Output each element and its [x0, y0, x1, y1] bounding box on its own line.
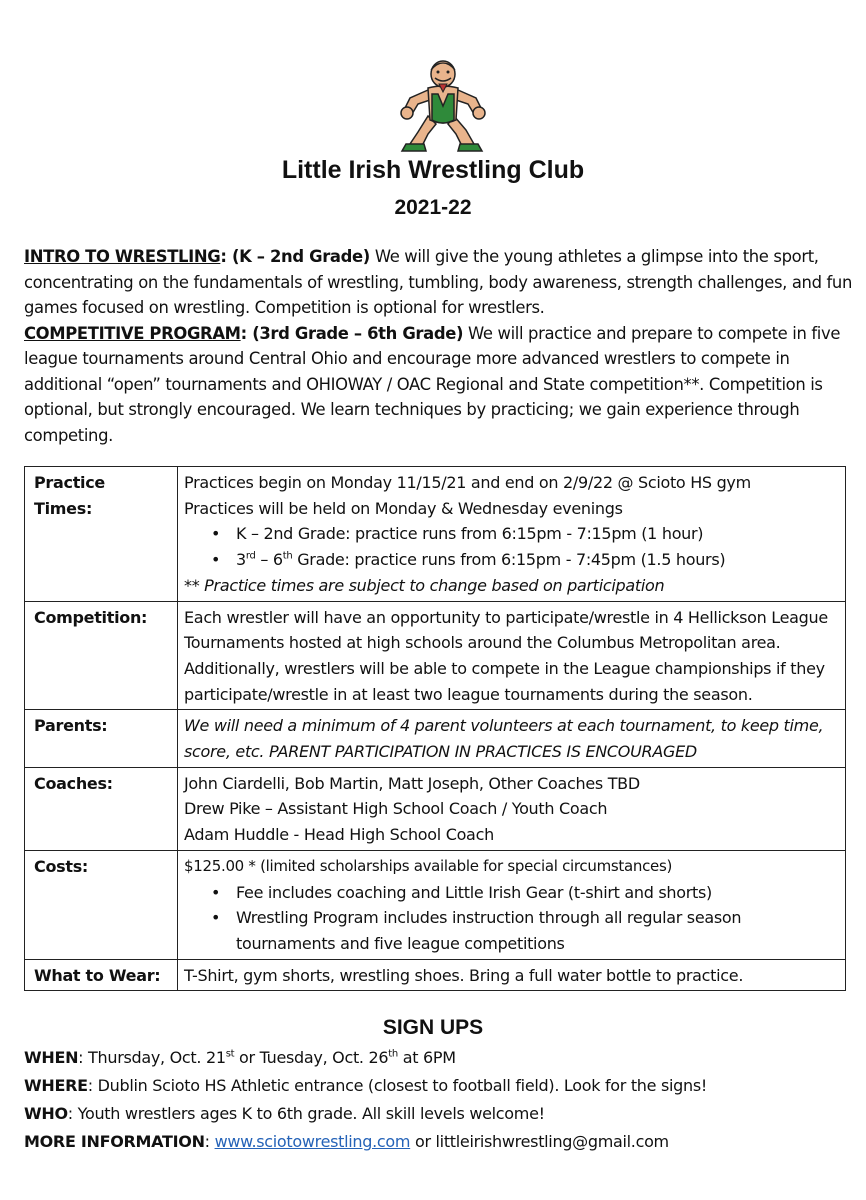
bullet-text: – 6	[255, 550, 283, 570]
parents-label: Parents:	[25, 710, 178, 767]
who-label: WHO	[24, 1104, 68, 1123]
coaches-line3: Adam Huddle - Head High School Coach	[184, 825, 494, 845]
practice-bullet-3-6	[236, 547, 839, 573]
competitive-separator: :	[240, 323, 253, 343]
where-label: WHERE	[24, 1076, 88, 1095]
table-row-costs	[25, 850, 846, 959]
practice-line1: Practices begin on Monday 11/15/21 and end on 2/9/22 @ Scioto HS gym	[184, 473, 751, 492]
practice-list	[184, 521, 839, 572]
bullet-text: 3	[236, 550, 246, 570]
competitive-grade: (3rd Grade – 6th Grade)	[252, 323, 464, 343]
competition-label: Competition:	[25, 601, 178, 710]
signup-where	[24, 1072, 854, 1100]
program-info-table	[24, 466, 846, 991]
intro-text: We will give the young athletes a glimpse into the sport, concentrating on the fundamentals of wrestling, tumbling, body awareness, strength challenges, and fun games focused on wrestling. Competition is optional for wrestlers.	[24, 247, 853, 317]
email-text: or littleirishwrestling@gmail.com	[410, 1132, 669, 1151]
coaches-line2: Drew Pike – Assistant High School Coach / Youth Coach	[184, 799, 608, 819]
practice-cell	[178, 467, 846, 602]
parents-text: We will need a minimum of 4 parent volunteers at each tournament, to keep time, score, etc. PARENT PARTICIPATION IN PRACTICES IS ENCOURAGED	[178, 710, 846, 767]
competitive-paragraph	[24, 321, 854, 449]
superscript: st	[225, 1048, 235, 1060]
table-row-competition	[25, 601, 846, 710]
website-link[interactable]: www.sciotowrestling.com	[214, 1132, 411, 1151]
when-label: WHEN	[24, 1048, 79, 1067]
table-row-wear	[25, 959, 846, 991]
when-text: at 6PM	[397, 1048, 456, 1067]
intro-label: INTRO TO WRESTLING	[24, 247, 221, 266]
wear-label: What to Wear:	[25, 959, 178, 991]
competitive-label: COMPETITIVE PROGRAM	[24, 323, 241, 343]
coaches-line1: John Ciardelli, Bob Martin, Matt Joseph, Other Coaches TBD	[184, 773, 640, 793]
practice-note: ** Practice times are subject to change based on participation	[184, 575, 665, 595]
competitive-text: We will practice and prepare to compete in five league tournaments around Central Ohio and encourage more advanced wrestlers to compete in additional “open” tournaments and OHIOWAY / OAC Regional and State competition**. Competition is optional, but strongly encouraged. We learn techniques by practicing; we gain experience through competing.	[24, 323, 841, 445]
intro-section	[24, 244, 854, 448]
when-text: : Thursday, Oct. 21	[78, 1048, 226, 1067]
wrestler-mascot-logo	[388, 54, 498, 154]
practice-label: Practice Times:	[25, 467, 178, 602]
practice-line2: Practices will be held on Monday & Wednesday evenings	[184, 498, 623, 518]
season-subtitle: 2021-22	[394, 196, 472, 219]
wear-text: T-Shirt, gym shorts, wrestling shoes. Bring a full water bottle to practice.	[178, 959, 846, 991]
signups-section	[24, 1044, 854, 1156]
who-text: : Youth wrestlers ages K to 6th grade. All skill levels welcome!	[67, 1104, 545, 1123]
costs-bullet-program: • Wrestling Program includes instruction through all regular season tournaments and five league competitions	[236, 905, 839, 956]
more-info-label: MORE INFORMATION	[24, 1132, 205, 1151]
bullet-text: Grade: practice runs from 6:15pm - 7:45pm (1.5 hours)	[292, 550, 726, 570]
where-text: : Dublin Scioto HS Athletic entrance (closest to football field). Look for the signs!	[87, 1076, 708, 1095]
costs-cell	[178, 850, 846, 959]
coaches-cell	[178, 767, 846, 850]
signup-more-info	[24, 1128, 854, 1156]
costs-list	[184, 880, 839, 957]
coaches-label: Coaches:	[25, 767, 178, 850]
competition-text: Each wrestler will have an opportunity to participate/wrestle in 4 Hellickson League Tournaments hosted at high schools around the Columbus Metropolitan area. Additionally, wrestlers will be able to compete in the League championships if they participate/wrestle in at least two league tournaments during the season.	[178, 601, 846, 710]
signups-title: SIGN UPS	[382, 1016, 484, 1039]
page-title: Little Irish Wrestling Club	[281, 156, 585, 184]
table-row-coaches	[25, 767, 846, 850]
practice-bullet-k2: • K – 2nd Grade: practice runs from 6:15pm - 7:15pm (1 hour)	[236, 521, 839, 547]
costs-bullet-fee: • Fee includes coaching and Little Irish Gear (t-shirt and shorts)	[236, 880, 839, 906]
signup-when	[24, 1044, 854, 1072]
superscript: th	[388, 1048, 398, 1060]
when-text: or Tuesday, Oct. 26	[234, 1048, 389, 1067]
table-row-parents	[25, 710, 846, 767]
intro-grade: (K – 2nd Grade)	[231, 247, 370, 266]
more-info-separator: :	[204, 1132, 215, 1151]
superscript: th	[282, 550, 293, 562]
intro-paragraph	[24, 244, 854, 321]
intro-separator: :	[220, 247, 232, 266]
costs-label: Costs:	[25, 850, 178, 959]
costs-line1: $125.00 * (limited scholarships available for special circumstances)	[184, 856, 673, 875]
signup-who	[24, 1100, 854, 1128]
table-row-practice	[25, 467, 846, 602]
superscript: rd	[245, 550, 256, 562]
